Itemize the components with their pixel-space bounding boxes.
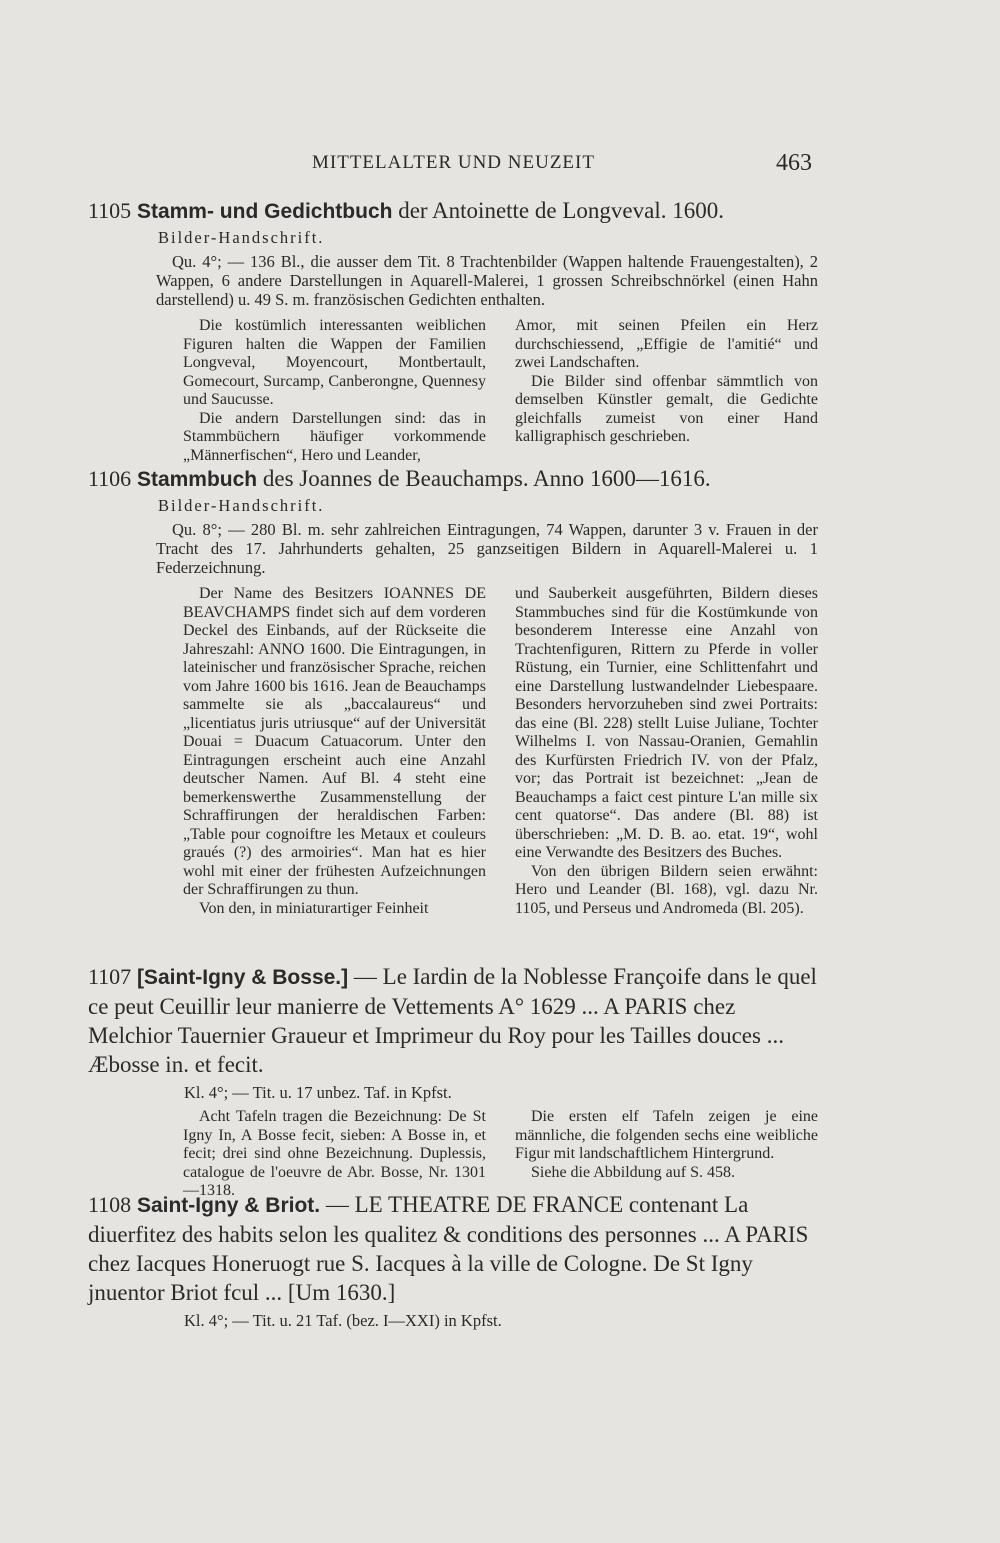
paragraph: Von den übrigen Bildern seien erwähnt: Hero und Leander (Bl. 168), vgl. dazu Nr. 1105, und Perseus und Andromeda (Bl. 205). bbox=[515, 862, 818, 917]
entry-heading bbox=[88, 196, 818, 226]
entry-title: — Le Iardin de la Noblesse Françoife dans le quel ce peut Ceuillir leur manierre de Vettements A° 1629 ... A PARIS chez Melchior Tauernier Graueur et Imprimeur du Roy pour les Tailles douces ... Æbosse in. et fecit. bbox=[88, 964, 817, 1077]
entry-heading bbox=[88, 962, 818, 1079]
entry-description: Kl. 4°; — Tit. u. 17 unbez. Taf. in Kpfst. bbox=[184, 1083, 452, 1102]
entry-description: Kl. 4°; — Tit. u. 21 Taf. (bez. I—XXI) in Kpfst. bbox=[184, 1311, 502, 1330]
entry-description: Qu. 8°; — 280 Bl. m. sehr zahlreichen Eintragungen, 74 Wappen, darunter 3 v. Frauen in der Tracht des 17. Jahrhunderts gehalten, 25 ganzseitigen Bildern in Aquarell-Malerei u. 1 Federzeichnung. bbox=[156, 520, 818, 577]
entry-keyword: Stamm- und Gedichtbuch bbox=[136, 200, 393, 223]
right-column bbox=[515, 317, 818, 465]
paragraph: Die ersten elf Tafeln zeigen je eine männliche, die folgenden sechs eine weibliche Figur mit landschaftlichem Hintergrund. bbox=[515, 1108, 818, 1162]
left-column bbox=[183, 585, 486, 918]
right-column bbox=[515, 1108, 818, 1201]
entry-heading bbox=[88, 464, 818, 494]
running-header bbox=[312, 150, 812, 176]
entry-keyword: [Saint-Igny & Bosse.] bbox=[136, 966, 349, 989]
catalog-entry-1106 bbox=[88, 464, 818, 918]
catalog-entry-1108 bbox=[88, 1190, 818, 1330]
entry-heading bbox=[88, 1190, 818, 1307]
paragraph: Die Bilder sind offenbar sämmtlich von demselben Künstler gemalt, die Gedichte gleichfalls zumeist von einer Hand kalligraphisch geschrieben. bbox=[515, 372, 818, 445]
entry-subtitle: Bilder-Handschrift. bbox=[158, 496, 325, 515]
entry-keyword: Saint-Igny & Briot. bbox=[136, 1194, 321, 1217]
entry-title: der Antoinette de Longveval. 1600. bbox=[398, 198, 724, 223]
entry-description: Qu. 4°; — 136 Bl., die ausser dem Tit. 8 Trachtenbilder (Wappen haltende Frauengestalten), 2 Wappen, 6 andere Darstellungen in Aquarell-Malerei, 1 grossen Schreibschnörkel (einen Hahn darstellend) u. 49 S. m. französischen Gedichten enthalten. bbox=[156, 252, 818, 309]
running-title: MITTELALTER UND NEUZEIT bbox=[312, 152, 595, 173]
paragraph: Amor, mit seinen Pfeilen ein Herz durchschiessend, „Effigie de l'amitié“ und zwei Landschaften. bbox=[515, 317, 818, 371]
entry-title: des Joannes de Beauchamps. Anno 1600—1616. bbox=[262, 466, 711, 491]
entry-keyword: Stammbuch bbox=[136, 468, 258, 491]
entry-title: — LE THEATRE DE FRANCE contenant La diuerfitez des habits selon les qualitez & conditions des personnes ... A PARIS chez Iacques Honeruogt rue S. Iacques à la ville de Cologne. De St Igny jnuentor Briot fcul ... [Um 1630.] bbox=[88, 1192, 809, 1305]
catalog-entry-1105 bbox=[88, 196, 818, 465]
entry-number: 1106 bbox=[88, 466, 132, 491]
entry-subtitle: Bilder-Handschrift. bbox=[158, 228, 325, 247]
left-column bbox=[183, 1108, 486, 1201]
paragraph: Acht Tafeln tragen die Bezeichnung: De St Igny In, A Bosse fecit, sieben: A Bosse in, et fecit; drei sind ohne Bezeichnung. Duplessis, catalogue de l'oeuvre de Abr. Bosse, Nr. 1301—1318. bbox=[183, 1108, 486, 1199]
paragraph: Die andern Darstellungen sind: das in Stammbüchern häufiger vorkommende „Männerfischen“, Hero und Leander, bbox=[183, 409, 486, 464]
paragraph: Siehe die Abbildung auf S. 458. bbox=[531, 1163, 735, 1181]
page-number: 463 bbox=[776, 150, 812, 176]
paragraph: und Sauberkeit ausgeführten, Bildern dieses Stammbuches sind für die Kostümkunde von besonderem Interesse eine Anzahl von Trachtenfiguren, Rittern zu Pferde in voller Rüstung, ein Turnier, eine Schlittenfahrt und eine Darstellung lustwandelnder Liebespaare. Besonders hervorzuheben sind zwei Portraits: das eine (Bl. 228) stellt Luise Juliane, Tochter Wilhelms I. von Nassau-Oranien, Gemahlin des Kurfürsten Friedrich IV. von der Pfalz, vor; das Portrait ist bezeichnet: „Jean de Beauchamps a faict cest pinture L'an mille six cent quatorse“. Das andere (Bl. 88) ist überschrieben: „M. D. B. ao. etat. 19“, wohl eine Verwandte des Besitzers des Buches. bbox=[515, 585, 818, 861]
paragraph: Die kostümlich interessanten weiblichen Figuren halten die Wappen der Familien Longveval, Moyencourt, Montbertault, Gomecourt, Surcamp, Canberongne, Quennesy und Saucusse. bbox=[183, 317, 486, 408]
catalog-entry-1107 bbox=[88, 962, 818, 1201]
right-column bbox=[515, 585, 818, 918]
entry-number: 1105 bbox=[88, 198, 132, 223]
paragraph: Von den, in miniaturartiger Feinheit bbox=[199, 899, 429, 917]
entry-number: 1107 bbox=[88, 964, 132, 989]
entry-columns bbox=[183, 1108, 818, 1201]
entry-columns bbox=[183, 317, 818, 465]
paragraph: Der Name des Besitzers IOANNES DE BEAVCHAMPS findet sich auf dem vorderen Deckel des Einbands, auf der Rückseite die Jahreszahl: ANNO 1600. Die Eintragungen, in lateinischer und französischer Sprache, reichen vom Jahre 1600 bis 1616. Jean de Beauchamps sammelte sie als „baccalaureus“ und „licentiatus juris utriusque“ auf der Universität Douai = Duacum Catuacorum. Unter den Eintragungen erscheint auch eine Anzahl deutscher Namen. Auf Bl. 4 steht eine bemerkenswerthe Zusammenstellung der Schraffirungen der heraldischen Farben: „Table pour cognoiftre les Metaux et couleurs graués (?) des armoiries“. Man hat es hier wohl mit einer der frühesten Aufzeichnungen der Schraffirungen zu thun. bbox=[183, 585, 486, 898]
entry-columns bbox=[183, 585, 818, 918]
entry-number: 1108 bbox=[88, 1192, 132, 1217]
left-column bbox=[183, 317, 486, 465]
